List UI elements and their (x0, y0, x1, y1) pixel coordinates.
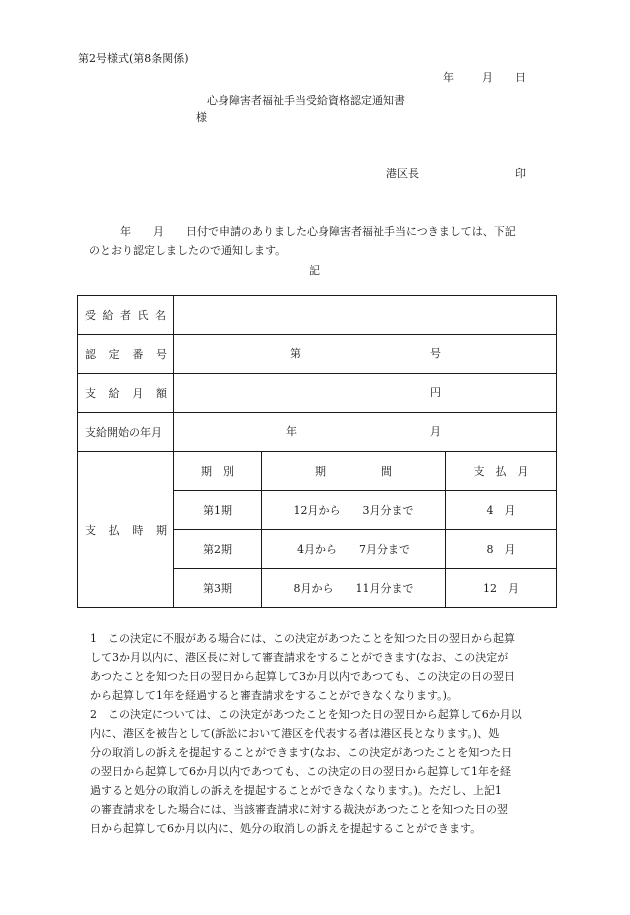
body-text-line-2: のとおり認定しましたので通知します。 (89, 244, 287, 257)
cert-number-row (78, 335, 557, 374)
start-month-label: 支給開始の年月 (78, 413, 174, 452)
monthly-amount-value (174, 374, 557, 413)
document-title: 心身障害者福祉手当受給資格認定通知書 (207, 94, 405, 107)
cert-number-label: 認 定 番 号 (78, 335, 174, 374)
start-month-unit: 月 (430, 425, 441, 438)
term-cell: 第1期 (174, 491, 262, 530)
pay-month-cell: 8 月 (446, 530, 557, 569)
schedule-header-row (78, 452, 557, 491)
note-1-line-3: あつたことを知つた日の翌日から起算して3か月以内であつても、この決定の日の翌日 (90, 670, 515, 683)
start-month-value (174, 413, 557, 452)
issuer-name: 港区長 (386, 167, 419, 180)
note-2-line-3: 分の取消しの訴えを提起することができます(なお、この決定があつたことを知つた日 (90, 746, 513, 759)
note-2-line-5: 過すると処分の取消しの訴えを提起することができなくなります。)。ただし、上記1 (90, 784, 502, 797)
pay-month-cell: 12 月 (446, 569, 557, 608)
cert-number-suffix: 号 (430, 347, 441, 360)
ki-heading: 記 (309, 264, 320, 277)
note-2-line-1: 2 この決定については、この決定があつたことを知つた日の翌日から起算して6か月以 (90, 708, 522, 721)
term-cell: 第2期 (174, 530, 262, 569)
payment-schedule-label: 支 払 時 期 (78, 452, 174, 608)
pay-month-cell: 4 月 (446, 491, 557, 530)
date-day: 日 (515, 71, 526, 84)
recipient-name-row (78, 296, 557, 335)
monthly-amount-row (78, 374, 557, 413)
period-type-header: 期 別 (174, 452, 262, 491)
note-1-line-2: して3か月以内に、港区長に対して審査請求をすることができます(なお、この決定が (90, 651, 509, 664)
note-2-line-4: の翌日から起算して6か月以内であつても、この決定の日の翌日から起算して1年を経 (90, 765, 511, 778)
date-month: 月 (482, 71, 493, 84)
note-2-line-2: 内に、港区を被告として(訴訟において港区を代表する者は港区長となります。)、処 (90, 727, 500, 740)
recipient-name-label: 受給者氏名 (78, 296, 174, 335)
addressee-suffix: 様 (196, 111, 207, 124)
seal-mark: 印 (515, 167, 526, 180)
start-month-row (78, 413, 557, 452)
payment-month-header: 支 払 月 (446, 452, 557, 491)
note-1-line-4: から起算して1年を経過すると審査請求をすることができなくなります。)。 (90, 689, 458, 702)
monthly-amount-label: 支 給 月 額 (78, 374, 174, 413)
note-2-line-6: の審査請求をした場合には、当該審査請求に対する裁決があつたことを知つた日の翌 (90, 803, 508, 816)
body-text-line-1: 年 月 日付で申請のありました心身障害者福祉手当につきましては、下記 (120, 225, 516, 238)
range-cell: 8月から 11月分まで (262, 569, 446, 608)
period-header: 期 間 (262, 452, 446, 491)
note-1-line-1: 1 この決定に不服がある場合には、この決定があつたことを知つた日の翌日から起算 (90, 632, 515, 645)
range-cell: 12月から 3月分まで (262, 491, 446, 530)
range-cell: 4月から 7月分まで (262, 530, 446, 569)
form-number: 第2号様式(第8条関係) (78, 52, 189, 65)
certification-table (77, 295, 557, 608)
start-year-unit: 年 (286, 425, 297, 438)
term-cell: 第3期 (174, 569, 262, 608)
date-year: 年 (443, 71, 454, 84)
monthly-amount-unit: 円 (430, 386, 441, 399)
cert-number-value (174, 335, 557, 374)
recipient-name-value (174, 296, 557, 335)
cert-number-prefix: 第 (290, 347, 301, 360)
note-2-line-7: 日から起算して6か月以内に、処分の取消しの訴えを提起することができます。 (90, 822, 482, 835)
